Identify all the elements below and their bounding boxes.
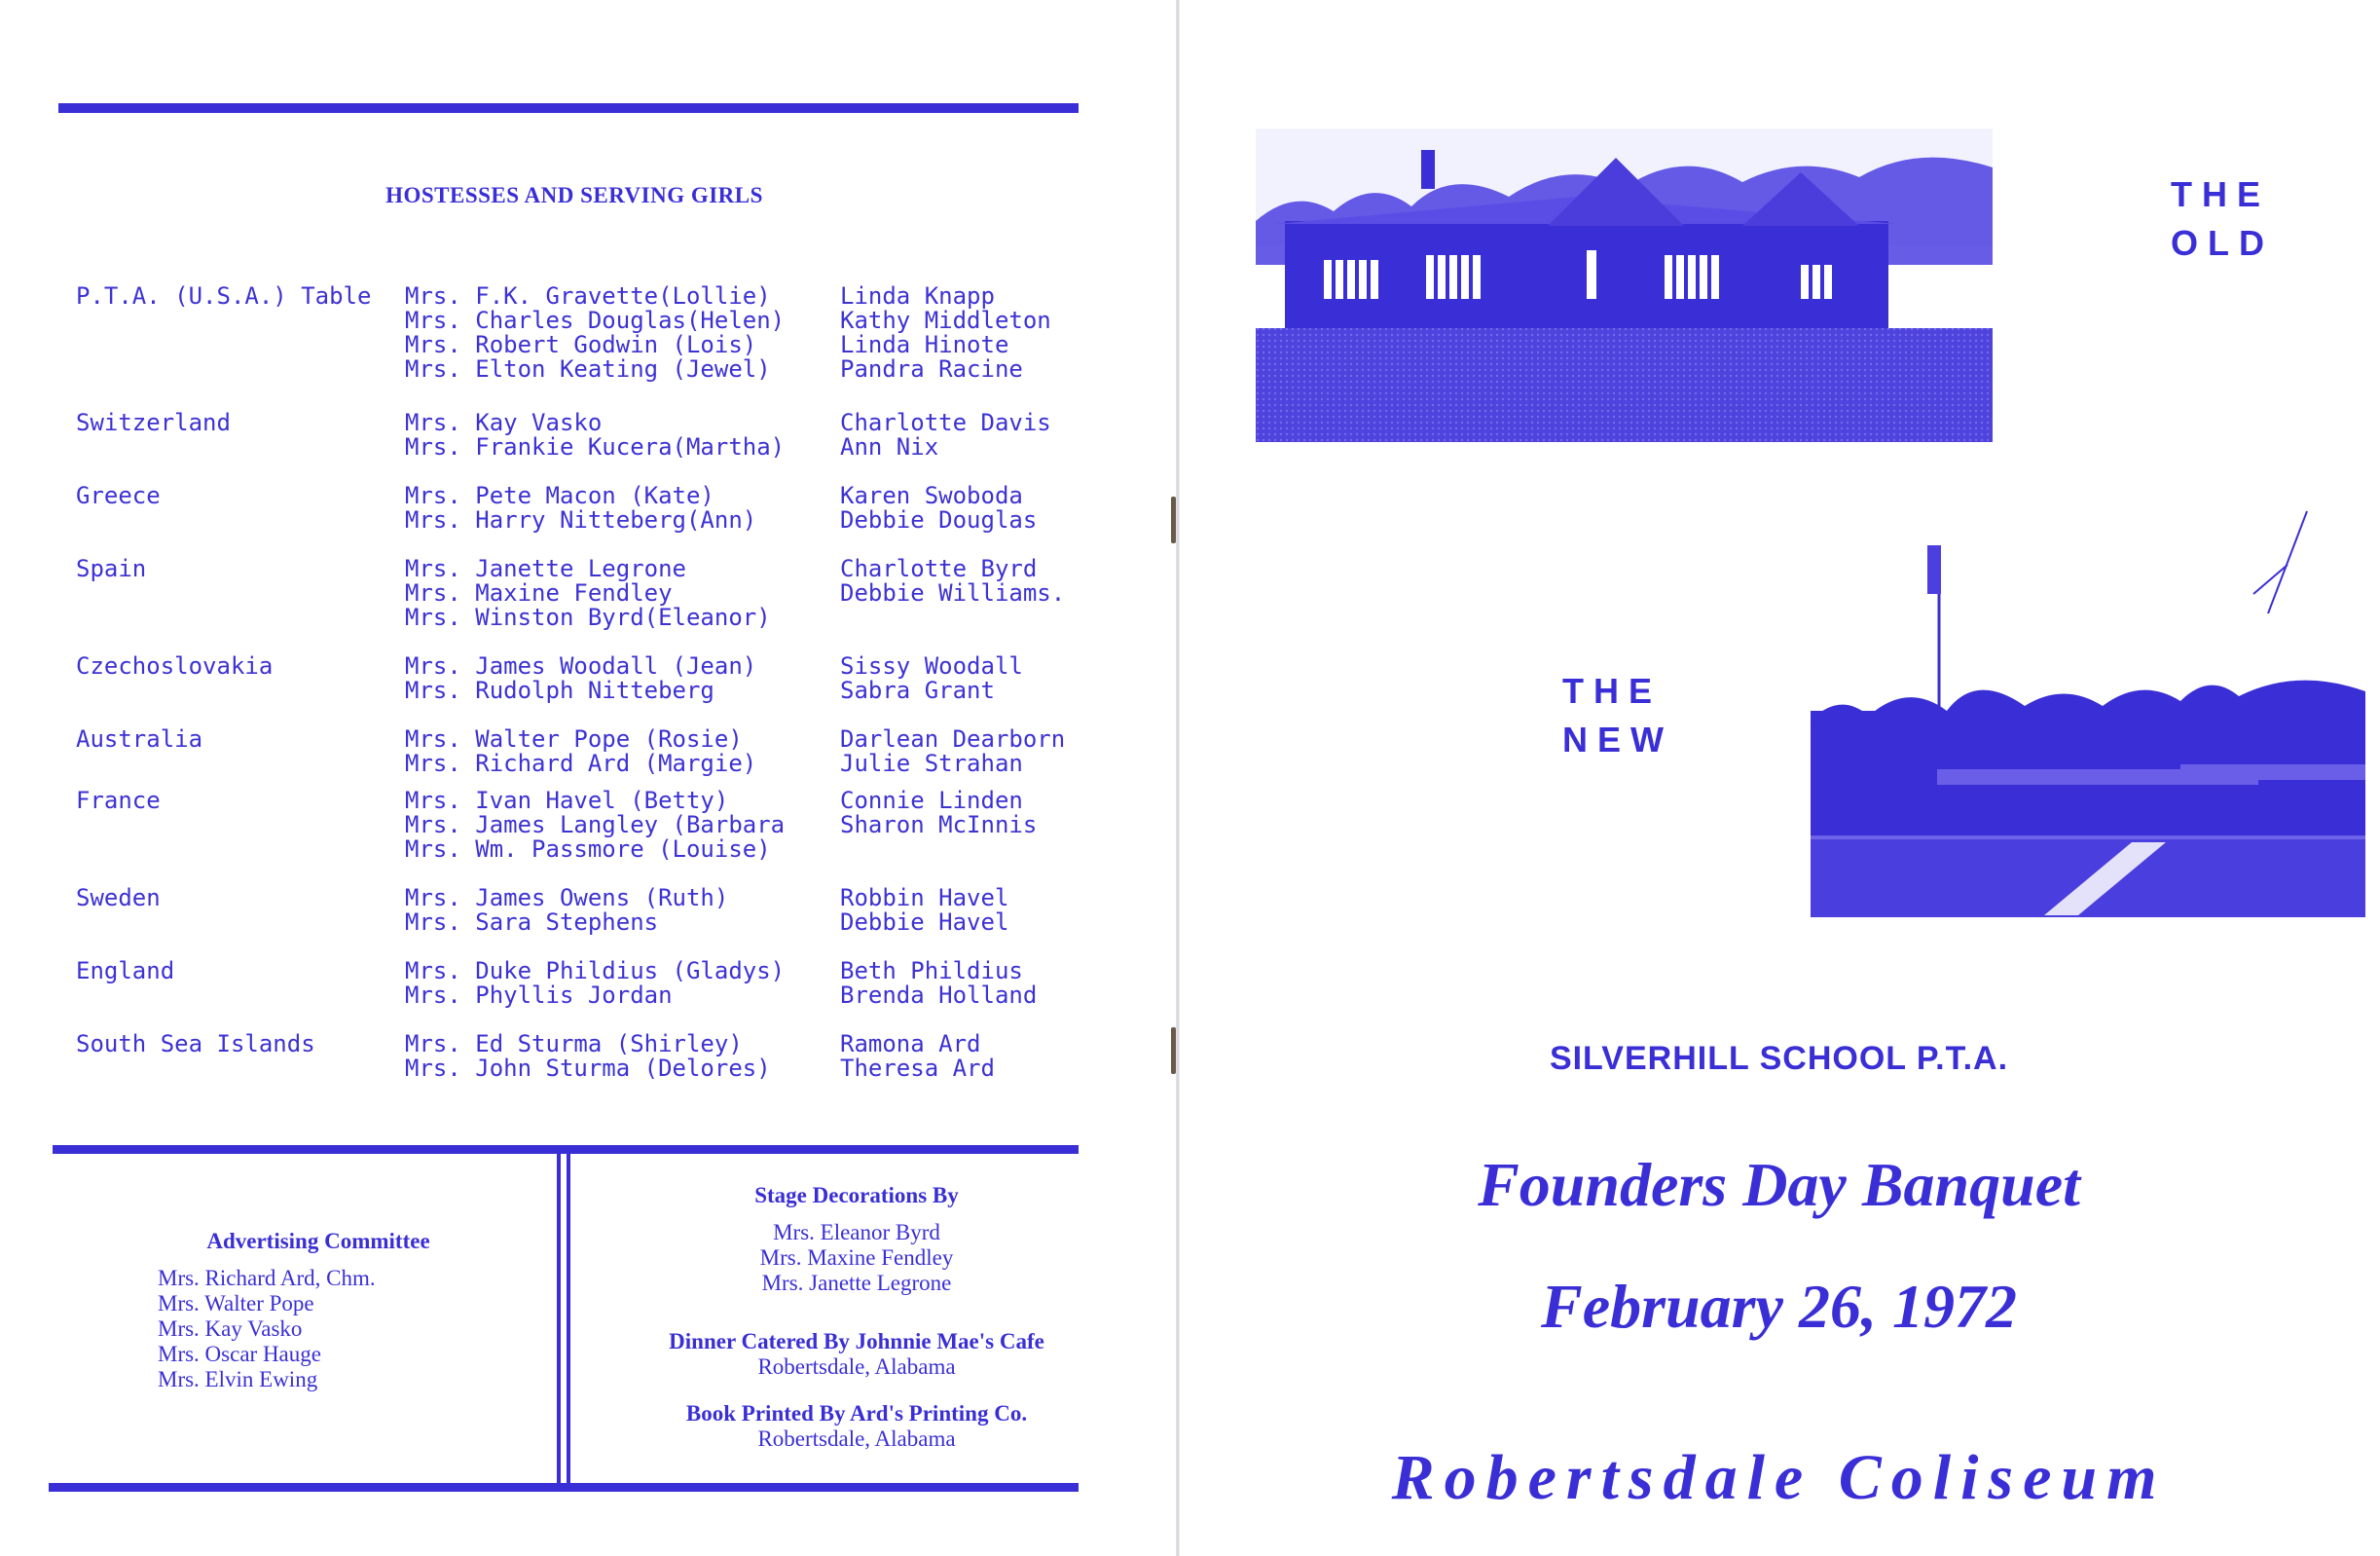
- serving-girls-list: [840, 654, 1023, 703]
- country-name: Czechoslovakia: [76, 652, 274, 680]
- country-name: England: [76, 957, 175, 984]
- new-label-line-2: NEW: [1562, 720, 1673, 759]
- hostess-list: [405, 727, 756, 776]
- serving-girl-name: Robbin Havel: [840, 884, 1009, 911]
- serving-girl-name: Sissy Woodall: [840, 652, 1023, 680]
- dinner-place: Robertsdale, Alabama: [757, 1354, 956, 1379]
- hostess-list: [405, 484, 756, 533]
- hostess-name: Mrs. F.K. Gravette(Lollie): [405, 282, 771, 310]
- serving-girl-name: Debbie Havel: [840, 908, 1009, 936]
- advertising-member: Mrs. Kay Vasko: [158, 1316, 303, 1341]
- dinner-title: Dinner Catered By Johnnie Mae's Cafe: [669, 1329, 1044, 1353]
- advertising-member: Mrs. Oscar Hauge: [158, 1342, 321, 1366]
- stage-title: Stage Decorations By: [754, 1183, 959, 1207]
- new-school-photo: [1811, 506, 2365, 917]
- hostess-name: Mrs. Harry Nitteberg(Ann): [405, 506, 757, 534]
- staple: [1171, 497, 1176, 543]
- hostess-list: [405, 886, 728, 935]
- hostess-name: Mrs. Pete Macon (Kate): [405, 482, 714, 509]
- serving-girl-name: Linda Hinote: [840, 331, 1009, 358]
- country-name: Sweden: [76, 884, 161, 911]
- right-page: [1178, 0, 2380, 1556]
- stage-member: Mrs. Eleanor Byrd: [773, 1220, 940, 1244]
- serving-girl-name: Connie Linden: [840, 787, 1023, 814]
- bottom-box-divider-a: [557, 1154, 561, 1483]
- advertising-title: Advertising Committee: [206, 1229, 430, 1253]
- country-name: Greece: [76, 482, 161, 509]
- serving-girl-name: Sharon McInnis: [840, 811, 1038, 838]
- hostess-name: Mrs. Robert Godwin (Lois): [405, 331, 757, 358]
- serving-girls-list: [840, 557, 1065, 606]
- hostess-list: [405, 411, 785, 460]
- event-date: February 26, 1972: [1541, 1272, 2017, 1341]
- hostess-name: Mrs. Richard Ard (Margie): [405, 750, 757, 777]
- advertising-member: Mrs. Walter Pope: [158, 1291, 314, 1315]
- serving-girls-list: [840, 727, 1065, 776]
- serving-girl-name: Ann Nix: [840, 433, 939, 461]
- left-page: [0, 0, 1178, 1556]
- country-name: South Sea Islands: [76, 1030, 315, 1057]
- hostess-list: [405, 789, 785, 862]
- stage-member: Mrs. Maxine Fendley: [759, 1245, 954, 1270]
- serving-girl-name: Karen Swoboda: [840, 482, 1023, 509]
- hostess-name: Mrs. Charles Douglas(Helen): [405, 307, 786, 334]
- hostess-list: [405, 1032, 771, 1081]
- hostess-name: Mrs. Janette Legrone: [405, 555, 686, 582]
- printer-title: Book Printed By Ard's Printing Co.: [685, 1401, 1028, 1426]
- serving-girl-name: Darlean Dearborn: [840, 725, 1066, 753]
- country-name: Australia: [76, 725, 203, 753]
- stage-member: Mrs. Janette Legrone: [761, 1271, 952, 1295]
- old-label-line-1: THE: [2171, 174, 2270, 214]
- event-venue: Robertsdale Coliseum: [1391, 1442, 2167, 1513]
- serving-girl-name: Debbie Douglas: [840, 506, 1038, 534]
- credits-box: [565, 1183, 1149, 1452]
- bottom-box-top-rule: [53, 1145, 1079, 1154]
- hostess-name: Mrs. James Owens (Ruth): [405, 884, 729, 911]
- serving-girls-list: [840, 959, 1037, 1008]
- hostess-name: Mrs. Walter Pope (Rosie): [405, 725, 743, 753]
- advertising-member: Mrs. Richard Ard, Chm.: [158, 1266, 376, 1290]
- hostess-name: Mrs. Elton Keating (Jewel): [405, 355, 771, 383]
- hostess-name: Mrs. James Woodall (Jean): [405, 652, 757, 680]
- hostess-name: Mrs. Frankie Kucera(Martha): [405, 433, 786, 461]
- old-school-photo: [1256, 129, 1993, 442]
- organization-name: SILVERHILL SCHOOL P.T.A.: [1549, 1040, 2009, 1077]
- serving-girls-list: [840, 284, 1051, 382]
- serving-girl-name: Kathy Middleton: [840, 307, 1051, 334]
- hostess-name: Mrs. Phyllis Jordan: [405, 982, 673, 1009]
- hostess-list: [405, 959, 785, 1008]
- old-label-line-2: OLD: [2171, 223, 2274, 263]
- country-name: France: [76, 787, 161, 814]
- hostess-name: Mrs. Maxine Fendley: [405, 579, 673, 607]
- hostesses-heading: HOSTESSES AND SERVING GIRLS: [385, 183, 763, 207]
- serving-girl-name: Theresa Ard: [840, 1055, 995, 1082]
- country-name: Switzerland: [76, 409, 231, 436]
- new-school-photo-image: [1811, 506, 2365, 917]
- old-label: [2171, 170, 2274, 268]
- serving-girls-list: [840, 484, 1037, 533]
- serving-girl-name: Pandra Racine: [840, 355, 1023, 383]
- serving-girl-name: Sabra Grant: [840, 677, 995, 704]
- hostess-name: Mrs. Ed Sturma (Shirley): [405, 1030, 743, 1057]
- serving-girl-name: Linda Knapp: [840, 282, 995, 310]
- advertising-committee: [158, 1229, 450, 1392]
- staple: [1171, 1027, 1176, 1074]
- hostess-name: Mrs. John Sturma (Delores): [405, 1055, 771, 1082]
- serving-girl-name: Julie Strahan: [840, 750, 1023, 777]
- serving-girls-list: [840, 411, 1051, 460]
- printer-place: Robertsdale, Alabama: [757, 1426, 956, 1451]
- serving-girl-name: Beth Phildius: [840, 957, 1023, 984]
- hostess-name: Mrs. Kay Vasko: [405, 409, 603, 436]
- event-title: Founders Day Banquet: [1478, 1150, 2080, 1219]
- country-name: Spain: [76, 555, 147, 582]
- serving-girls-list: [840, 886, 1008, 935]
- bottom-box-bottom-rule: [49, 1483, 1079, 1492]
- serving-girl-name: Brenda Holland: [840, 982, 1038, 1009]
- serving-girl-name: Charlotte Byrd: [840, 555, 1038, 582]
- country-name: P.T.A. (U.S.A.) Table: [76, 282, 372, 310]
- top-rule: [58, 103, 1079, 113]
- new-label-line-1: THE: [1562, 671, 1662, 711]
- hostess-name: Mrs. Sara Stephens: [405, 908, 659, 936]
- hostess-list: [405, 654, 756, 703]
- hostess-name: Mrs. Wm. Passmore (Louise): [405, 835, 771, 863]
- hostess-name: Mrs. Winston Byrd(Eleanor): [405, 604, 771, 631]
- hostess-name: Mrs. Rudolph Nitteberg: [405, 677, 714, 704]
- serving-girls-list: [840, 1032, 995, 1081]
- advertising-member: Mrs. Elvin Ewing: [158, 1367, 318, 1391]
- serving-girl-name: Ramona Ard: [840, 1030, 981, 1057]
- hostess-list: [405, 284, 785, 382]
- hostess-name: Mrs. Duke Phildius (Gladys): [405, 957, 786, 984]
- hostess-name: Mrs. James Langley (Barbara: [405, 811, 786, 838]
- serving-girl-name: Charlotte Davis: [840, 409, 1051, 436]
- hostess-list: [405, 557, 771, 630]
- old-school-photo-image: [1256, 129, 1993, 442]
- serving-girls-list: [840, 789, 1037, 837]
- hostess-name: Mrs. Ivan Havel (Betty): [405, 787, 729, 814]
- new-label: [1562, 667, 1673, 764]
- serving-girl-name: Debbie Williams.: [840, 579, 1066, 607]
